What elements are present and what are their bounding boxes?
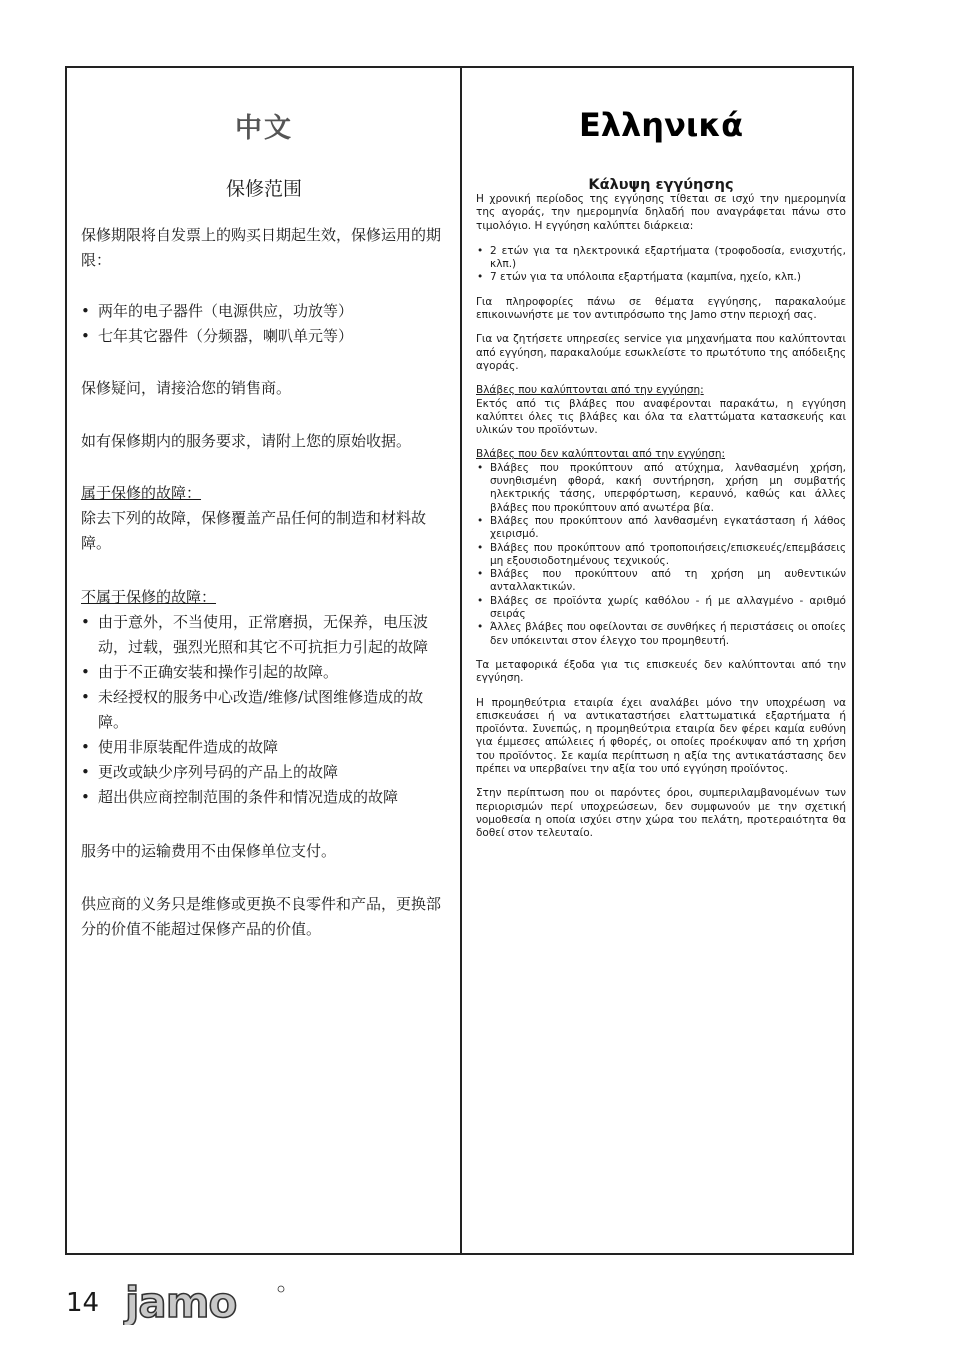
section-heading: Κάλυψη εγγύησης: [588, 177, 734, 193]
law-paragraph: Στην περίπτωση που οι παρόντες όροι, συμπεριλαμβανομένων των περιορισμών περί υποχρεώσεων, δεν συμφωνούν με την σχετική νομοθεσία η οποία ισχύει στην χώρα του πελάτη, προτεραιότητα θα δοθεί στον τελευταίο.: [476, 787, 846, 840]
info-paragraph: Για πληροφορίες πάνω σε θέματα εγγύησης, παρακαλούμε επικοινωνήστε με τον αντιπρόσωπο της Jamo στην περιοχή σας.: [476, 295, 846, 322]
list-item: • Βλάβες που προκύπτουν από τη χρήση μη αυθεντικών ανταλλακτικών.: [476, 568, 846, 595]
intro-paragraph: 保修期限将自发票上的购买日期起生效，保修运用的期限：: [81, 226, 442, 269]
obligation-paragraph: 供应商的义务只是维修或更换不良零件和产品，更换部分的价值不能超过保修产品的价值。: [81, 895, 442, 938]
list-item: • 七年其它器件（分频器，喇叭单元等）: [81, 324, 447, 349]
list-item: • Βλάβες που προκύπτουν από ατύχημα, λανθασμένη χρήση, συνηθισμένη φθορά, κακή συντήρηση, χρήση μη συμβατής ηλεκτρικής τάσης, υπερφόρτωση, κεραυνό, καθώς και άλλες βλάβες που προκύπτουν από ανωτέρα βία.: [476, 462, 846, 515]
warranty-periods-list: [476, 245, 846, 285]
service-paragraph: Για να ζητήσετε υπηρεσίες service για μηχανήματα που καλύπτονται από εγγύηση, παρακαλούμε εσωκλείστε το πρωτότυπο της απόδειξης αγοράς.: [476, 333, 846, 372]
chinese-column: [67, 68, 462, 1253]
list-item: • Βλάβες σε προϊόντα χωρίς καθόλου - ή με αλλαγμένο - αριθμό σειράς: [476, 595, 846, 622]
transport-paragraph: 服务中的运输费用不由保修单位支付。: [81, 842, 337, 860]
list-item: • 7 ετών για τα υπόλοιπα εξαρτήματα (καμπίνα, ηχείο, κλπ.): [476, 271, 846, 284]
not-covered-title: 不属于保修的故障：: [81, 588, 217, 606]
covered-paragraph: Εκτός από τις βλάβες που αναφέρονται παρακάτω, η εγγύηση καλύπτει όλες τις βλάβες και όλα τα ελαττώματα κατασκευής και υλικών του προϊόντων.: [476, 397, 846, 437]
greek-column: [462, 68, 852, 1253]
list-item: • 更改或缺少序列号码的产品上的故障: [81, 760, 447, 785]
not-covered-list: [476, 462, 846, 648]
list-item: • 未经授权的服务中心改造/维修/试图维修造成的故障。: [81, 685, 447, 735]
covered-title: Βλάβες που καλύπτονται από την εγγύηση:: [476, 384, 704, 397]
list-item: • 由于不正确安装和操作引起的故障。: [81, 660, 447, 685]
intro-paragraph: Η χρονική περίοδος της εγγύησης τίθεται σε ισχύ την ημερομηνία της αγοράς, την ημερομηνία δηλαδή που αναγράφεται πάνω στο τιμολόγιο. Η εγγύηση καλύπτει διάρκεια:: [476, 193, 846, 232]
language-title: Ελληνικά: [578, 106, 744, 144]
transport-paragraph: Τα μεταφορικά έξοδα για τις επισκευές δεν καλύπτονται από την εγγύηση.: [476, 658, 846, 685]
list-item: • 由于意外，不当使用，正常磨损，无保养，电压波动，过载，强烈光照和其它不可抗拒力引起的故障: [81, 610, 447, 660]
jamo-logo: [123, 1281, 287, 1325]
not-covered-list: [81, 610, 447, 810]
list-item: • Άλλες βλάβες που οφείλονται σε συνθήκες ή περιστάσεις οι οποίες δεν υπόκεινται στον έλεγχο του προμηθευτή.: [476, 621, 846, 648]
language-title: 中文: [235, 113, 293, 144]
warranty-frame: [65, 66, 854, 1255]
list-item: • 2 ετών για τα ηλεκτρονικά εξαρτήματα (τροφοδοσία, ενισχυτής, κλπ.): [476, 245, 846, 272]
logo-wordmark: jamo: [125, 1281, 237, 1325]
covered-paragraph: 除去下列的故障，保修覆盖产品任何的制造和材料故障。: [81, 509, 427, 552]
list-item: • Βλάβες που προκύπτουν από τροποποιήσεις/επισκευές/επεμβάσεις μη εξουσιοδοτημένους τεχνικούς.: [476, 542, 846, 569]
list-item: • 超出供应商控制范围的条件和情况造成的故障: [81, 785, 447, 810]
contact-paragraph: 保修疑问，请接洽您的销售商。: [81, 379, 292, 397]
list-item: • Βλάβες που προκύπτουν από λανθασμένη εγκατάσταση ή λάθος χειρισμό.: [476, 515, 846, 542]
list-item: • 使用非原装配件造成的故障: [81, 735, 447, 760]
not-covered-title: Βλάβες που δεν καλύπτονται από την εγγύηση:: [476, 448, 726, 461]
receipt-paragraph: 如有保修期内的服务要求，请附上您的原始收据。: [81, 432, 412, 450]
page-number: 14: [66, 1288, 100, 1318]
obligation-paragraph: Η προμηθεύτρια εταιρία έχει αναλάβει μόνο την υποχρέωση να επισκευάσει ή να αντικαταστήσει ελαττωματικά εξαρτήματα ή προϊόντα. Συνεπώς, η προμηθεύτρια εταιρία δεν φέρει καμία ευθύνη για έμμεσες απώλειες ή φθορές, οι οποίες προέκυψαν από τη χρήση του προϊόντος. Σε καμία περίπτωση η αξία της αντικατάστασης δεν πρέπει να υπερβαίνει την αξία του υπό εγγύηση προϊόντος.: [476, 696, 846, 775]
section-heading: 保修范围: [225, 178, 302, 200]
warranty-periods-list: [81, 299, 447, 349]
list-item: • 两年的电子器件（电源供应，功放等）: [81, 299, 447, 324]
covered-title: 属于保修的故障：: [81, 484, 202, 502]
